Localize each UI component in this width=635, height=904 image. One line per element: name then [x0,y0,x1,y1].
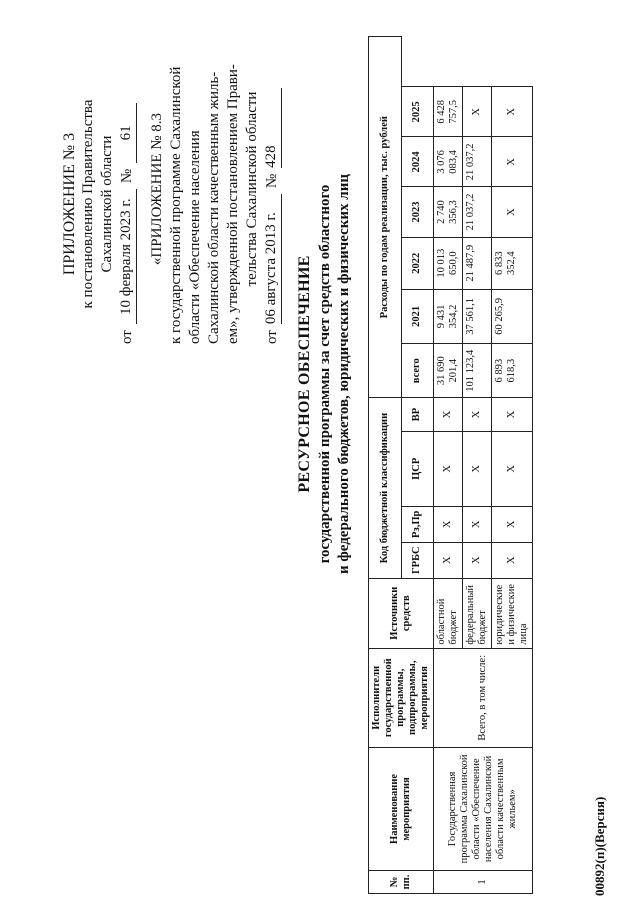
appendix-date: 10 февраля 2023 г. [117,189,137,324]
table-header-row-1 [369,37,402,894]
original-appendix-line-1: к государственной программе Сахалинской [168,66,184,344]
vr-cell: X [463,398,492,431]
original-appendix-line-3: Сахалинской области качественным жиль- [206,71,222,344]
source-cell: федеральный бюджет [463,578,492,648]
document-version-footer: 00892(п)(Версия) [592,796,607,896]
col-2021: 2021 [401,289,434,343]
grbs-cell: X [463,542,492,578]
csr-cell: X [434,431,463,506]
date-prefix: от [119,330,135,344]
col-activity-name: Наименование мероприятия [369,747,434,870]
original-appendix-line-5: тельства Сахалинской области [244,91,260,287]
original-appendix-header [148,34,282,344]
original-date-prefix: от [264,330,280,344]
y2022-cell: 6 833 352,4 [492,237,533,289]
csr-cell: X [492,431,533,506]
source-cell: юридические и физические лица [492,578,533,648]
col-2024: 2024 [401,137,434,187]
number-label: № [119,168,135,184]
col-rzpr: Рз,Пр [401,506,434,542]
y2023-cell: 2 740 356,3 [434,187,463,237]
y2025-cell: 6 428 757,5 [434,87,463,137]
rzpr-cell: X [492,506,533,542]
resource-table [368,36,533,894]
col-2022: 2022 [401,237,434,289]
col-sources: Источники средств [369,578,434,648]
table-row [434,37,463,894]
col-grbs: ГРБС [401,542,434,578]
col-2025: 2025 [401,87,434,137]
total-cell: 6 893 618,3 [492,344,533,398]
original-appendix-line-2: области «Обеспечение населения [187,130,203,344]
y2023-cell: X [492,187,533,237]
grbs-cell: X [492,542,533,578]
y2024-cell: 21 037,2 [463,137,492,187]
vr-cell: X [492,398,533,431]
source-cell: областной бюджет [434,578,463,648]
col-2023: 2023 [401,187,434,237]
appendix-line-3: Сахалинской области [99,135,115,273]
original-appendix-line-4: ем», утвержденной постановлением Прави- [225,64,241,344]
appendix-title: ПРИЛОЖЕНИЕ № 3 [61,132,78,276]
document-subtitle-2: и федерального бюджетов, юридических и физических лиц [336,174,352,575]
rzpr-cell: X [434,506,463,542]
y2021-cell: 60 265,9 [492,289,533,343]
total-cell: 31 690 201,4 [434,344,463,398]
rzpr-cell: X [463,506,492,542]
executors-cell: Всего, в том числе: [434,648,533,747]
program-name: Государственная программа Сахалинской области «Обеспечение населения Сахалинской области качественным жильем» [434,747,533,870]
appendix-line-2: к постановлению Правительства [80,99,96,309]
grbs-cell: X [434,542,463,578]
original-date-row [262,34,282,344]
row-number: 1 [434,871,533,894]
col-total: всего [401,344,434,398]
original-number: 428 [262,88,282,168]
original-number-label: № [264,173,280,189]
document-title: РЕСУРСНОЕ ОБЕСПЕЧЕНИЕ [296,255,313,493]
col-vr: ВР [401,398,434,431]
original-date: 06 августа 2013 г. [262,194,282,324]
document-subtitle-1: государственной программы за счет средств областного [317,184,333,564]
col-budget-code: Код бюджетной классификации [369,398,402,578]
y2022-cell: 21 487,9 [463,237,492,289]
appendix-date-row [117,64,137,344]
col-number: № пп. [369,871,434,894]
y2023-cell: 21 037,2 [463,187,492,237]
y2024-cell: X [492,137,533,187]
vr-cell: X [434,398,463,431]
col-executors: Исполнители государственной программы, подпрограммы, мероприятия [369,648,434,747]
appendix-header [60,64,137,344]
col-expenses: Расходы по годам реализации, тыс. рублей [369,37,402,398]
original-appendix-title: «ПРИЛОЖЕНИЕ № 8.3 [149,112,165,266]
y2024-cell: 3 076 083,4 [434,137,463,187]
col-csr: ЦСР [401,431,434,506]
y2025-cell: X [463,87,492,137]
appendix-number: 61 [117,103,137,163]
total-cell: 101 123,4 [463,344,492,398]
y2021-cell: 37 561,1 [463,289,492,343]
csr-cell: X [463,431,492,506]
y2022-cell: 10 013 650,0 [434,237,463,289]
y2025-cell: X [492,87,533,137]
y2021-cell: 9 431 354,2 [434,289,463,343]
